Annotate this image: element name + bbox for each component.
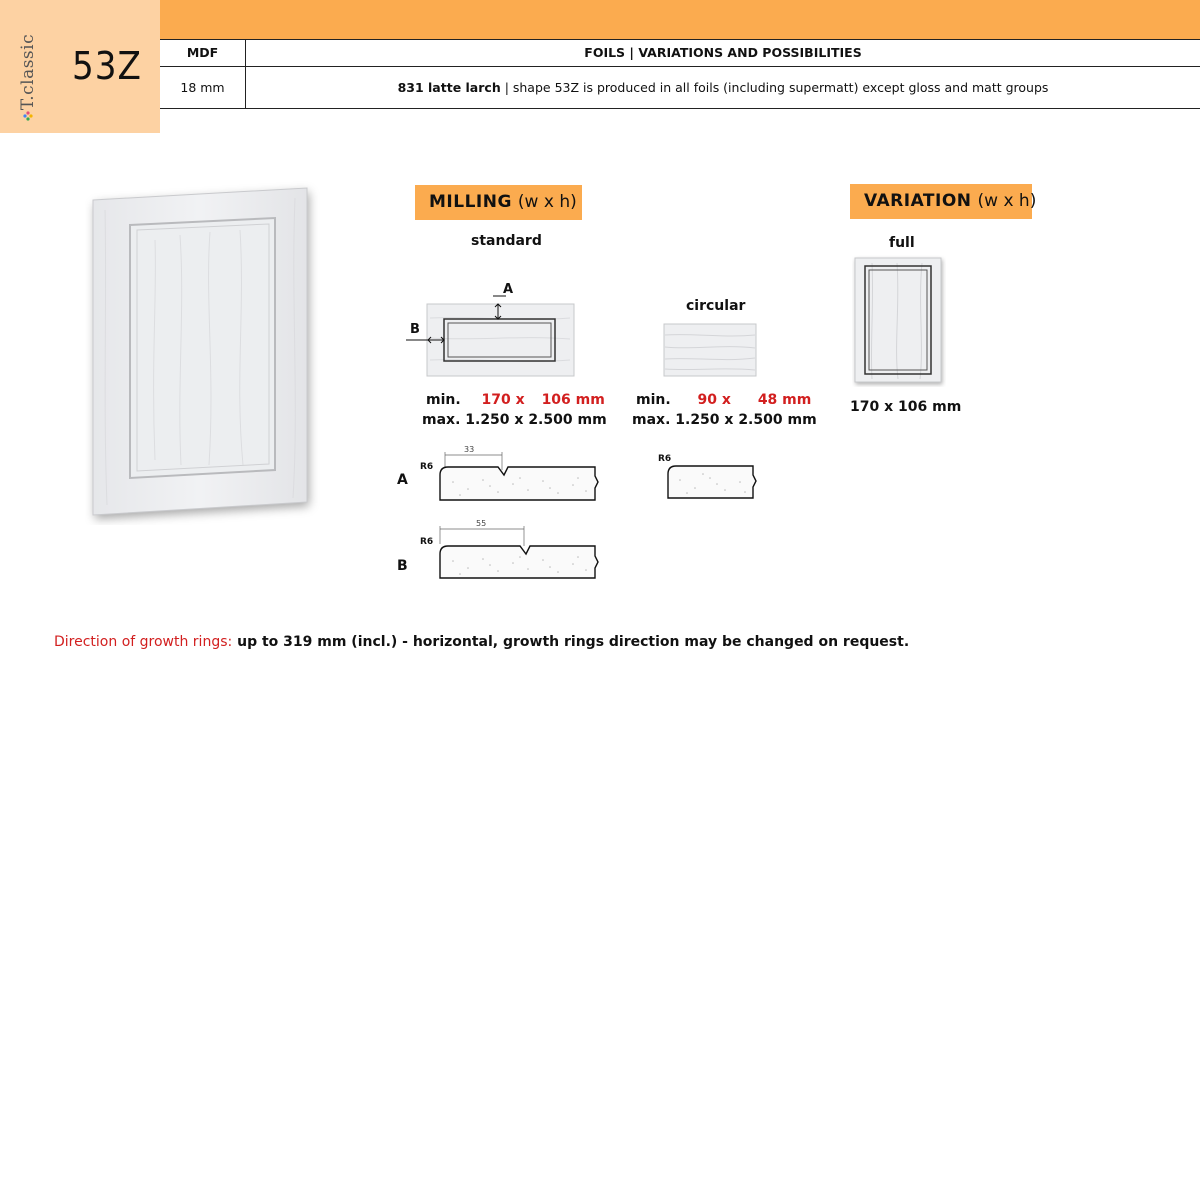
- standard-min: [426, 392, 605, 408]
- growth-rings-lead: Direction of growth rings:: [54, 634, 233, 650]
- circular-profile-drawing: [655, 448, 760, 503]
- door-front-image: [85, 180, 320, 525]
- standard-min-height: 106 mm: [541, 392, 605, 408]
- brand-logo: [8, 20, 48, 110]
- standard-milling-thumbnail: [400, 278, 580, 378]
- variation-title: VARIATION: [864, 191, 972, 211]
- growth-rings-note: [54, 634, 909, 650]
- variation-full-label: full: [889, 235, 915, 251]
- standard-min-label: min.: [426, 392, 461, 408]
- spec-table-value-row: [160, 67, 1200, 109]
- circular-min-width: 90 x: [697, 392, 731, 408]
- variation-full-size: 170 x 106 mm: [850, 399, 962, 415]
- growth-rings-text: up to 319 mm (incl.) - horizontal, growth rings direction may be changed on request.: [232, 634, 910, 650]
- spec-table: [160, 39, 1200, 109]
- mdf-header: MDF: [160, 39, 246, 67]
- header-accent-bar: [160, 0, 1200, 40]
- milling-unit: (w x h): [517, 192, 577, 212]
- profile-a-radius: R6: [420, 462, 434, 472]
- milling-title: MILLING: [429, 192, 512, 212]
- thickness-value: 18 mm: [160, 67, 246, 109]
- foil-note: | shape 53Z is produced in all foils (including supermatt) except gloss and matt groups: [500, 80, 1049, 95]
- profile-b-label: B: [397, 558, 408, 574]
- circular-max: max. 1.250 x 2.500 mm: [632, 412, 817, 428]
- circular-milling-thumbnail: [663, 323, 758, 378]
- brand-flower-icon: [22, 110, 34, 122]
- marker-a-label: A: [503, 282, 514, 297]
- spec-table-header-row: [160, 39, 1200, 67]
- standard-max: max. 1.250 x 2.500 mm: [422, 412, 607, 428]
- shape-code: 53Z: [72, 44, 142, 88]
- variation-full-thumbnail: [852, 255, 946, 387]
- profile-a-dimension: 33: [464, 445, 475, 454]
- circular-min-label: min.: [636, 392, 671, 408]
- standard-label: standard: [471, 233, 542, 249]
- standard-min-width: 170 x: [481, 392, 525, 408]
- profile-b-drawing: [418, 516, 600, 582]
- foil-description: [246, 67, 1200, 109]
- marker-b-label: B: [410, 322, 420, 337]
- foils-header: FOILS | VARIATIONS AND POSSIBILITIES: [246, 39, 1200, 67]
- shape-code-panel: [0, 0, 160, 133]
- circular-profile-radius: R6: [658, 454, 672, 464]
- profile-a-drawing: [418, 442, 600, 504]
- variation-header: [850, 184, 1037, 219]
- circular-min-height: 48 mm: [757, 392, 812, 408]
- circular-min: [636, 392, 811, 408]
- profile-b-dimension: 55: [476, 519, 487, 528]
- profile-b-radius: R6: [420, 537, 434, 547]
- milling-header: [415, 185, 582, 220]
- foil-name: 831 latte larch: [397, 80, 501, 95]
- variation-unit: (w x h): [977, 191, 1037, 211]
- brand-name: T.classic: [18, 33, 38, 111]
- profile-a-label: A: [397, 472, 408, 488]
- circular-label: circular: [686, 298, 746, 314]
